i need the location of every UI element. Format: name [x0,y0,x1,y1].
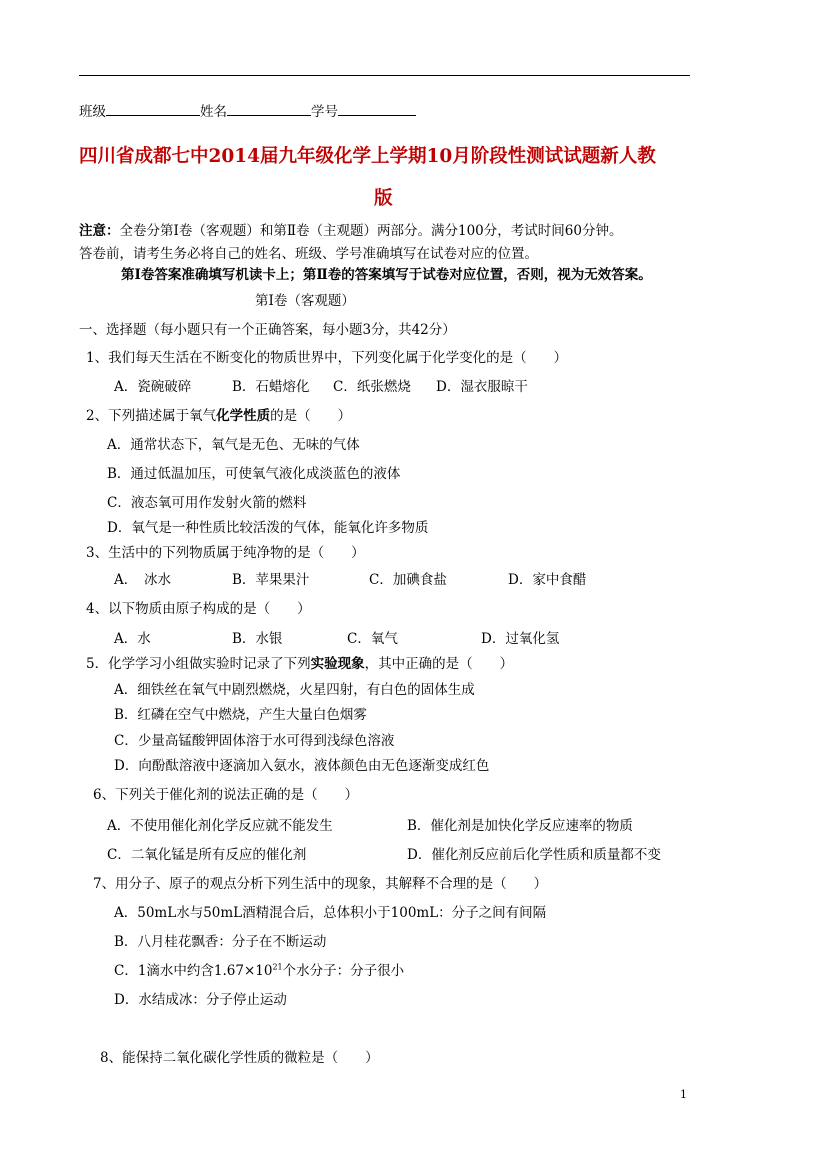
question-3-option-c: C．加碘食盐 [369,572,447,588]
student-info-line [79,100,416,120]
name-blank[interactable] [227,101,311,116]
question-5-stem-post: ，其中正确的是（ ） [364,656,514,672]
question-3-option-a: A． 冰水 [114,572,171,588]
question-2-stem-emphasis: 化学性质 [216,408,271,424]
page-number: 1 [680,1088,687,1101]
question-6-option-a: A．不使用催化剂化学反应就不能发生 [107,818,333,834]
question-7-stem: 7、用分子、原子的观点分析下列生活中的现象，其解释不合理的是（ ） [93,876,548,892]
question-5-option-d: D．向酚酞溶液中逐滴加入氨水，液体颜色由无色逐渐变成红色 [114,758,490,774]
question-2-option-b: B．通过低温加压，可使氧气液化成淡蓝色的液体 [107,466,401,482]
question-7-option-c [114,959,404,979]
question-1-stem: 1、我们每天生活在不断变化的物质世界中，下列变化属于化学变化的是（ ） [86,350,568,366]
question-5-option-a: A．细铁丝在氧气中剧烈燃烧，火星四射，有白色的固体生成 [114,682,475,698]
question-4-option-d: D．过氧化氢 [481,631,560,647]
question-6-stem: 6、下列关于催化剂的说法正确的是（ ） [93,787,359,803]
exam-title-line1: 四川省成都七中2014届九年级化学上学期10月阶段性测试试题新人教 [79,146,656,167]
question-2-stem-post: 的是（ ） [270,408,352,424]
question-4-option-a: A．水 [114,631,151,647]
question-3-option-d: D．家中食醋 [508,572,587,588]
part-title: 一、选择题（每小题只有一个正确答案，每小题3分，共42分） [79,322,456,338]
question-7-option-c-post: 个水分子：分子很小 [282,963,405,979]
notice-text1: 全卷分第Ⅰ卷（客观题）和第Ⅱ卷（主观题）两部分。满分100分，考试时间60分钟。 [119,223,623,239]
question-7-option-c-pre: C．1滴水中约含1.67×10 [114,963,273,979]
question-4-stem: 4、以下物质由原子构成的是（ ） [86,601,311,617]
question-7-option-a: A．50mL水与50mL酒精混合后，总体积小于100mL：分子之间有间隔 [114,905,547,921]
class-label: 班级 [79,104,106,120]
name-label: 姓名 [200,104,227,120]
question-4-option-b: B．水银 [232,631,283,647]
header-rule [79,75,690,76]
question-1-option-a: A．瓷碗破碎 [114,379,192,395]
question-5-stem [86,652,513,672]
question-2-option-c: C．液态氧可用作发射火箭的燃料 [107,495,307,511]
class-blank[interactable] [106,101,200,116]
question-3-option-b: B．苹果果汁 [232,572,310,588]
id-blank[interactable] [338,101,416,116]
question-7-option-d: D．水结成冰：分子停止运动 [114,992,287,1008]
question-6-option-b: B．催化剂是加快化学反应速率的物质 [407,818,633,834]
question-4-option-c: C．氧气 [347,631,398,647]
question-7-option-b: B．八月桂花飘香：分子在不断运动 [114,934,327,950]
question-6-option-c: C．二氧化锰是所有反应的催化剂 [107,847,307,863]
question-1-option-d: D．湿衣服晾干 [436,379,528,395]
notice-line1 [79,219,622,239]
notice-line3: 第Ⅰ卷答案准确填写机读卡上；第Ⅱ卷的答案填写于试卷对应位置，否则，视为无效答案。 [121,267,652,283]
question-3-stem: 3、生活中的下列物质属于纯净物的是（ ） [86,545,365,561]
notice-label: 注意： [79,223,120,239]
question-2-option-d: D．氧气是一种性质比较活泼的气体，能氧化许多物质 [107,520,429,536]
id-label: 学号 [311,104,338,120]
question-2-stem [86,404,351,424]
question-8-stem: 8、能保持二氧化碳化学性质的微粒是（ ） [100,1050,379,1066]
question-1-option-b: B．石蜡熔化 [232,379,310,395]
question-5-option-c: C．少量高锰酸钾固体溶于水可得到浅绿色溶液 [114,733,395,749]
volume-title: 第Ⅰ卷（客观题） [255,293,355,309]
question-6-option-d: D．催化剂反应前后化学性质和质量都不变 [407,847,661,863]
question-5-stem-pre: 5．化学学习小组做实验时记录了下列 [86,656,311,672]
notice-line2: 答卷前，请考生务必将自己的姓名、班级、学号准确填写在试卷对应的位置。 [79,246,538,262]
question-2-option-a: A．通常状态下，氧气是无色、无味的气体 [107,437,360,453]
question-7-option-c-exponent: 21 [272,962,283,972]
question-2-stem-pre: 2、下列描述属于氧气 [86,408,217,424]
question-1-option-c: C．纸张燃烧 [333,379,411,395]
question-5-stem-emphasis: 实验现象 [310,656,365,672]
exam-title-line2: 版 [374,188,393,209]
question-5-option-b: B．红磷在空气中燃烧，产生大量白色烟雾 [114,707,367,723]
